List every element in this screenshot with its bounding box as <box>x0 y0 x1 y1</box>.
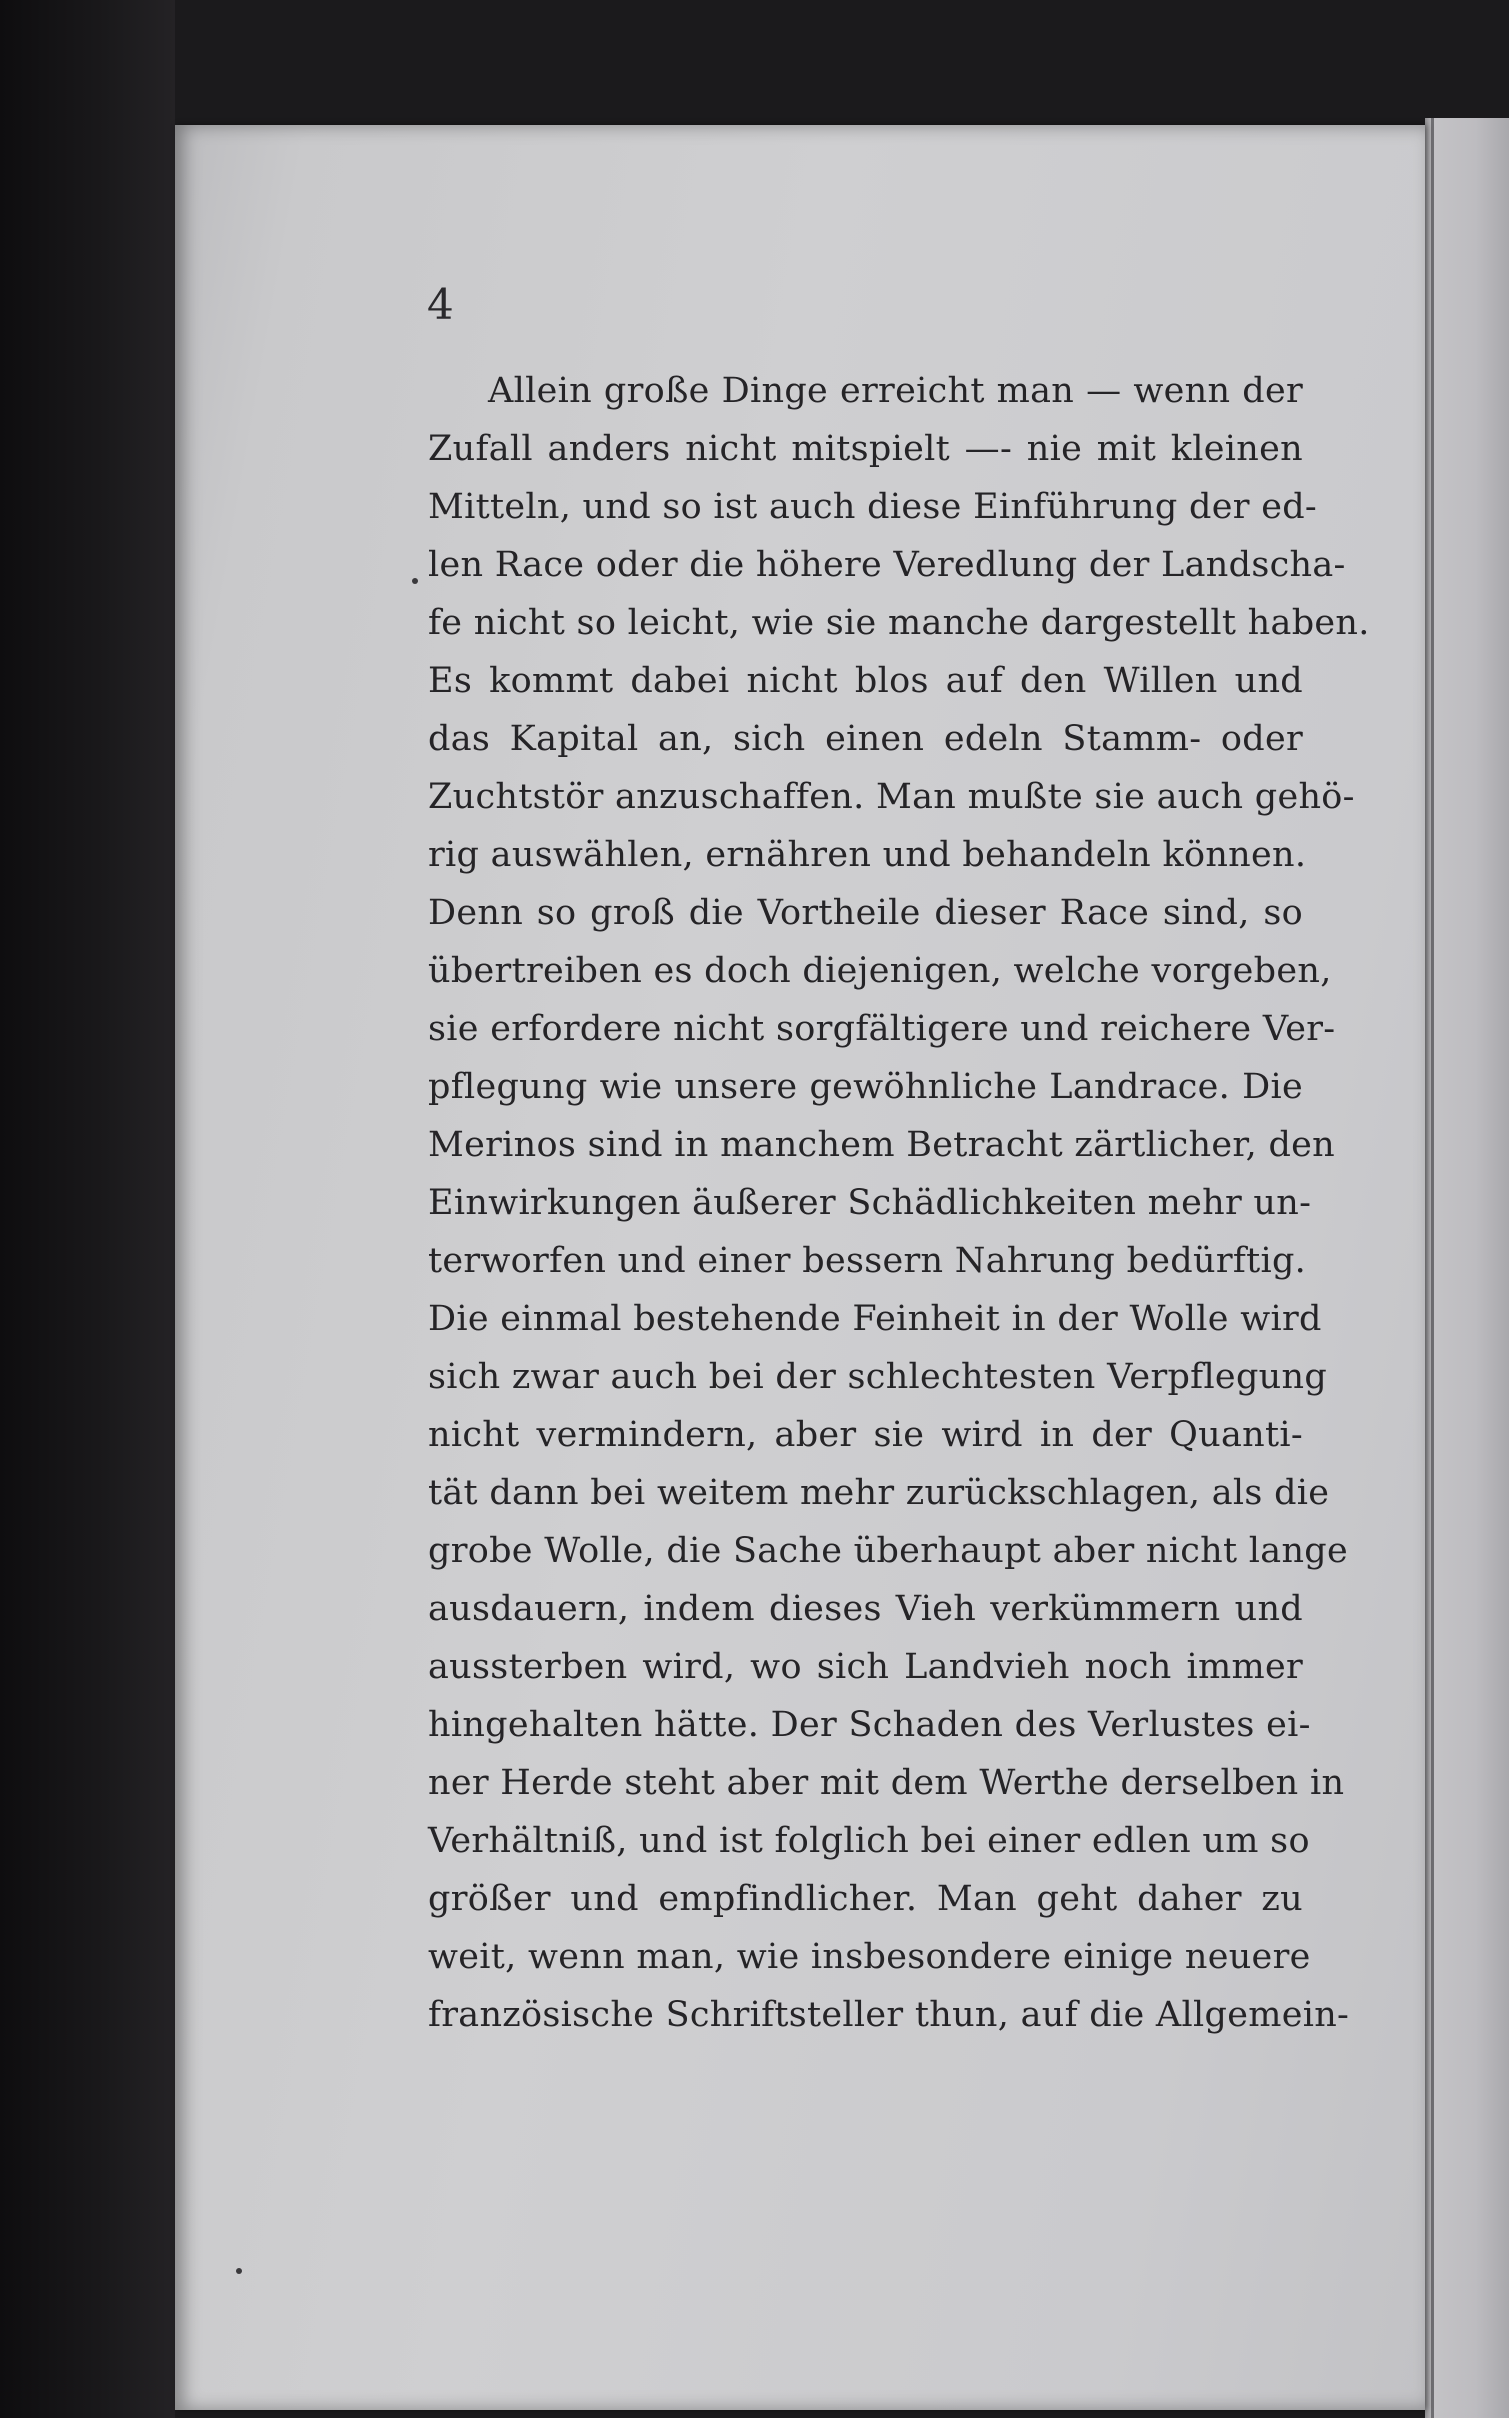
text-line: ner Herde steht aber mit dem Werthe derselben in <box>428 1763 1345 1803</box>
body-text <box>428 362 1370 2044</box>
text-line: Zuchtstör anzuschaffen. Man mußte sie auch gehö- <box>428 777 1355 817</box>
text-line: französische Schriftsteller thun, auf die Allgemein- <box>428 1995 1350 2035</box>
text-line: grobe Wolle, die Sache überhaupt aber nicht lange <box>428 1531 1348 1571</box>
text-line: Einwirkungen äußerer Schädlichkeiten mehr un- <box>428 1183 1312 1223</box>
text-line: Mitteln, und so ist auch diese Einführung der ed- <box>428 487 1318 527</box>
text-line: sich zwar auch bei der schlechtesten Verpflegung <box>428 1357 1328 1397</box>
text-line: übertreiben es doch diejenigen, welche vorgeben, <box>428 951 1332 991</box>
text-line: rig auswählen, ernähren und behandeln können. <box>428 835 1307 875</box>
text-line: Denn so groß die Vortheile dieser Race sind, so <box>428 893 1303 933</box>
text-line: Merinos sind in manchem Betracht zärtlicher, den <box>428 1125 1336 1165</box>
text-line: tät dann bei weitem mehr zurückschlagen, als die <box>428 1473 1330 1513</box>
text-line: sie erfordere nicht sorgfältigere und reichere Ver- <box>428 1009 1336 1049</box>
text-line: das Kapital an, sich einen edeln Stamm- oder <box>428 719 1303 759</box>
text-line: nicht vermindern, aber sie wird in der Quanti- <box>428 1415 1303 1455</box>
text-line: Allein große Dinge erreicht man — wenn der <box>488 371 1303 411</box>
text-line: ausdauern, indem dieses Vieh verkümmern und <box>428 1589 1303 1629</box>
ink-speck <box>236 2268 242 2274</box>
text-line: Die einmal bestehende Feinheit in der Wolle wird <box>428 1299 1322 1339</box>
next-page-edge <box>1425 118 1509 2418</box>
background-shadow <box>0 0 175 2418</box>
text-line: len Race oder die höhere Veredlung der Landscha- <box>428 545 1346 585</box>
text-line: aussterben wird, wo sich Landvieh noch immer <box>428 1647 1303 1687</box>
text-line: terworfen und einer bessern Nahrung bedürftig. <box>428 1241 1307 1281</box>
text-line: fe nicht so leicht, wie sie manche dargestellt haben. <box>428 603 1370 643</box>
text-line: pflegung wie unsere gewöhnliche Landrace. Die <box>428 1067 1303 1107</box>
text-line: weit, wenn man, wie insbesondere einige neuere <box>428 1937 1311 1977</box>
text-line: größer und empfindlicher. Man geht daher zu <box>428 1879 1303 1919</box>
text-line: Es kommt dabei nicht blos auf den Willen und <box>428 661 1303 701</box>
text-line: hingehalten hätte. Der Schaden des Verlustes ei- <box>428 1705 1311 1745</box>
page-number: 4 <box>427 280 454 329</box>
text-line: Zufall anders nicht mitspielt —- nie mit kleinen <box>428 429 1303 469</box>
ink-speck <box>412 578 418 584</box>
text-line: Verhältniß, und ist folglich bei einer edlen um so <box>428 1821 1310 1861</box>
